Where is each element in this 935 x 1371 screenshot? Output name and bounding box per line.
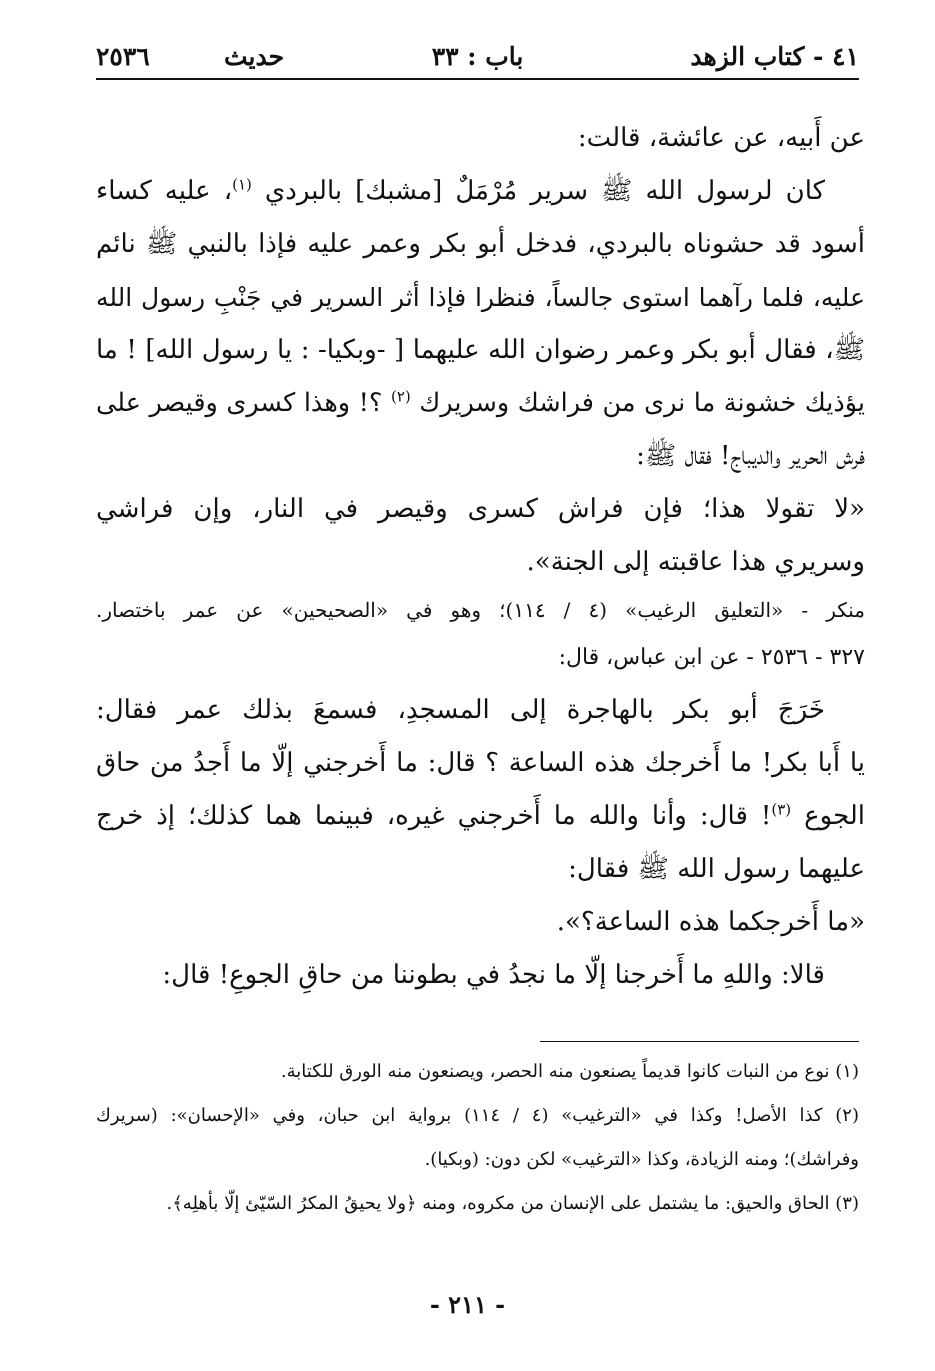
footnote-ref: (١) [232,175,252,194]
running-header [96,38,859,74]
text-line: «ما أَخرجكما هذه الساعة؟». [556,907,865,937]
text-line: خَرَجَ أبو بكر بالهاجرة إلى المسجدِ، فسمعَ بذلك عمر فقال: [96,695,825,725]
main-text [96,112,865,1002]
text-line: وسريري هذا عاقبته إلى الجنة». [526,547,865,577]
grading-note: منكر - «التعليق الرغيب» (٤ / ١١٤)؛ وهو في «الصحيحين» عن عمر باختصار. [96,598,865,622]
page-number: - ٢١١ - [429,1290,506,1319]
text-line: كان لرسول الله ﷺ سرير مُرْمَلٌ [مشبك] بالبردي $^{(١)}$، عليه كساء [96,175,825,206]
text-line: قالا: واللهِ ما أَخرجنا إلّا ما نجدُ في بطوننا من حاقِ الجوعِ! قال: [162,960,825,990]
text-line: ﷺ، فقال أبو بكر وعمر رضوان الله عليهما [ -وبكيا- : يا رسول الله] ! ما [96,335,865,365]
text-line: يؤذيك خشونة ما نرى من فراشك وسريرك $^{(٢)}$ ؟! وهذا كسرى وقيصر على [96,387,865,418]
footnote-2: (٢) كذا الأصل! وكذا في «الترغيب» (٤ / ١١٤) برواية ابن حبان، وفي «الإحسان»: (سريرك [96,1105,859,1126]
bab-number: باب : ٣٣ [431,42,524,71]
footnotes [96,1050,859,1226]
text-line: عليه، فلما رآهما استوى جالساً، فنظرا فإذا أثر السرير في جَنْبِ رسول الله [96,283,865,312]
text-line: يا أَبا بكر! ما أَخرجك هذه الساعة ؟ قال: ما أَخرجني إلّا ما أَجدُ من حاق [96,748,865,778]
hadith-heading: ٣٢٧ - ٢٥٣٦ - عن ابن عباس، قال: [558,645,865,670]
footnote-ref: (٢) [390,387,411,406]
chapter-title: ٤١ - كتاب الزهد [690,42,859,71]
text-line: أسود قد حشوناه بالبردي، فدخل أبو بكر وعمر عليه فإذا بالنبي ﷺ نائم [96,229,865,259]
footnote-2-continuation: وفراشك)؛ ومنه الزيادة، وكذا «الترغيب» لكن دون: (وبكيا). [424,1149,859,1170]
footnote-rule [540,1041,859,1042]
footnote-ref: (٣) [771,800,792,819]
header-rule [96,78,859,80]
footnote-1: (١) نوع من النبات كانوا قديماً يصنعون منه الحصر، ويصنعون منه الورق للكتابة. [280,1061,859,1082]
text-line: فرش الحرير والديباج! فقال ﷺ: [636,441,865,471]
footnote-3: (٣) الحاق والحيق: ما يشتمل على الإنسان من مكروه، ومنه ﴿ولا يحيقُ المكرُ السّيّئ إلّا بأهلِه﴾. [166,1193,859,1214]
hadith-label: حديث [224,42,285,71]
text-line: عن أَبيه، عن عائشة، قالت: [577,123,865,153]
hadith-number: ٢٥٣٦ [96,42,150,71]
text-line: «لا تقولا هذا؛ فإن فراش كسرى وقيصر في النار، وإن فراشي [96,494,865,524]
text-line: عليهما رسول الله ﷺ فقال: [568,854,865,884]
text-line: الجوع $^{(٣)}$! قال: وأنا والله ما أَخرجني غيره، فبينما هما كذلك؛ إذ خرج [96,800,865,831]
